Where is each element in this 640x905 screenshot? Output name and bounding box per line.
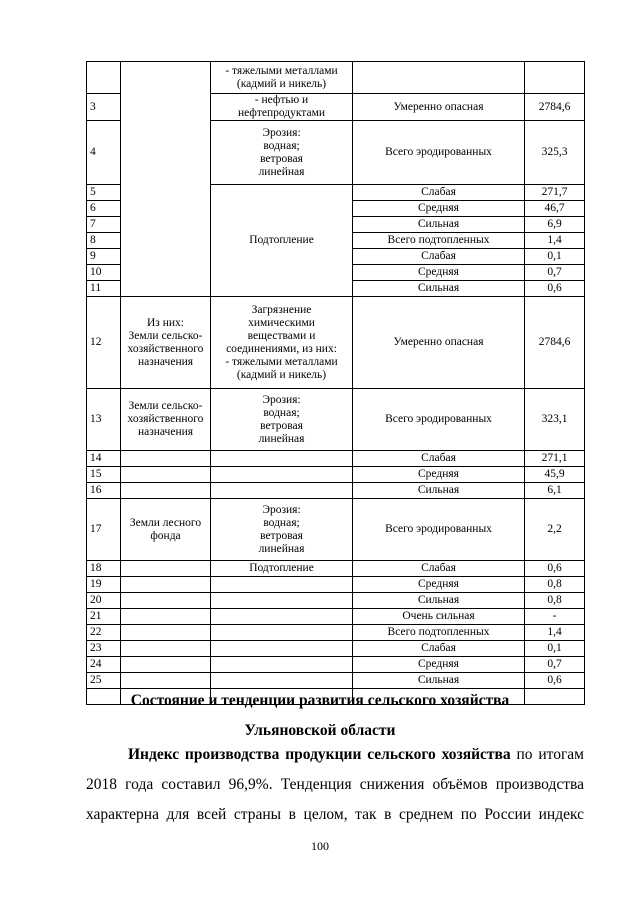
table-row (87, 389, 585, 451)
table-row (87, 499, 585, 561)
degree-cell: Сильная (353, 483, 525, 499)
impact-type-cell (211, 673, 353, 689)
row-number: 12 (87, 297, 121, 389)
degree-cell: Умеренно опасная (353, 297, 525, 389)
degree-cell: Сильная (353, 217, 525, 233)
row-number: 6 (87, 201, 121, 217)
impact-type-cell: - тяжелыми металлами (кадмий и никель) (211, 62, 353, 94)
degree-cell: Средняя (353, 657, 525, 673)
table-row (87, 625, 585, 641)
value-cell: 1,4 (525, 233, 585, 249)
land-category-cell: Земли лесного фонда (121, 499, 211, 561)
table-row (87, 483, 585, 499)
paragraph-line-2: 2018 года составил 96,9%. Тенденция снижения объёмов производства (86, 776, 584, 793)
value-cell: 0,7 (525, 657, 585, 673)
row-number: 9 (87, 249, 121, 265)
impact-type-cell (211, 593, 353, 609)
impact-type-cell: - нефтью и нефтепродуктами (211, 94, 353, 121)
impact-type-cell (211, 483, 353, 499)
section-title-line-1: Состояние и тенденции развития сельского хозяйства (130, 692, 510, 709)
land-category-cell (121, 593, 211, 609)
table-row (87, 641, 585, 657)
degree-cell: Средняя (353, 577, 525, 593)
table-row (87, 609, 585, 625)
degree-cell: Слабая (353, 641, 525, 657)
degree-cell: Всего эродированных (353, 121, 525, 185)
table-row (87, 451, 585, 467)
soil-condition-table (86, 61, 585, 705)
degree-cell: Слабая (353, 185, 525, 201)
value-cell: 6,1 (525, 483, 585, 499)
table-body (87, 62, 585, 705)
value-cell: 323,1 (525, 389, 585, 451)
degree-cell: Слабая (353, 451, 525, 467)
value-cell: 1,4 (525, 625, 585, 641)
row-number: 15 (87, 467, 121, 483)
table-row (87, 561, 585, 577)
value-cell: 0,7 (525, 265, 585, 281)
degree-cell: Средняя (353, 201, 525, 217)
table-row (87, 593, 585, 609)
land-category-cell: Из них: Земли сельско- хозяйственного назначения (121, 297, 211, 389)
impact-type-cell (211, 577, 353, 593)
value-cell: 2784,6 (525, 94, 585, 121)
table-row (87, 657, 585, 673)
value-cell: 2784,6 (525, 297, 585, 389)
impact-type-cell (211, 609, 353, 625)
degree-cell: Всего эродированных (353, 389, 525, 451)
degree-cell (353, 62, 525, 94)
table-row (87, 297, 585, 389)
land-category-cell (121, 609, 211, 625)
value-cell (525, 62, 585, 94)
impact-type-cell: Эрозия: водная; ветровая линейная (211, 121, 353, 185)
value-cell: 2,2 (525, 499, 585, 561)
row-number: 25 (87, 673, 121, 689)
land-category-cell (121, 577, 211, 593)
impact-type-cell: Эрозия: водная; ветровая линейная (211, 389, 353, 451)
row-number: 14 (87, 451, 121, 467)
row-number: 24 (87, 657, 121, 673)
value-cell: 0,8 (525, 577, 585, 593)
land-category-cell (121, 467, 211, 483)
value-cell: 325,3 (525, 121, 585, 185)
value-cell: 0,6 (525, 673, 585, 689)
row-number: 7 (87, 217, 121, 233)
table-row (87, 62, 585, 94)
row-number: 4 (87, 121, 121, 185)
section-title-line-2: Ульяновской области (244, 722, 396, 739)
table-row (87, 467, 585, 483)
degree-cell: Слабая (353, 561, 525, 577)
degree-cell: Очень сильная (353, 609, 525, 625)
value-cell: 271,1 (525, 451, 585, 467)
row-number: 16 (87, 483, 121, 499)
degree-cell: Слабая (353, 249, 525, 265)
land-category-cell (121, 673, 211, 689)
row-number (87, 62, 121, 94)
row-number: 5 (87, 185, 121, 201)
value-cell: 0,6 (525, 561, 585, 577)
value-cell: 0,1 (525, 249, 585, 265)
row-number: 10 (87, 265, 121, 281)
impact-type-cell: Подтопление (211, 561, 353, 577)
value-cell: 271,7 (525, 185, 585, 201)
value-cell: - (525, 609, 585, 625)
impact-type-cell: Загрязнение химическими веществами и соединениями, из них: - тяжелыми металлами (кадмий и никель) (211, 297, 353, 389)
impact-type-cell: Эрозия: водная; ветровая линейная (211, 499, 353, 561)
table-row (87, 577, 585, 593)
land-category-cell (121, 561, 211, 577)
row-number: 8 (87, 233, 121, 249)
row-number: 13 (87, 389, 121, 451)
paragraph-line-1-rest: по итогам (510, 746, 584, 763)
paragraph-line-1 (86, 740, 584, 770)
row-number: 18 (87, 561, 121, 577)
land-category-cell (121, 625, 211, 641)
land-category-cell: Земли сельско- хозяйственного назначения (121, 389, 211, 451)
value-cell: 45,9 (525, 467, 585, 483)
land-category-cell (121, 483, 211, 499)
row-number: 21 (87, 609, 121, 625)
degree-cell: Всего подтопленных (353, 233, 525, 249)
degree-cell: Сильная (353, 281, 525, 297)
value-cell: 0,1 (525, 641, 585, 657)
impact-type-cell (211, 467, 353, 483)
land-category-cell (121, 641, 211, 657)
impact-type-cell: Подтопление (211, 185, 353, 297)
value-cell: 46,7 (525, 201, 585, 217)
row-number: 22 (87, 625, 121, 641)
row-number: 23 (87, 641, 121, 657)
body-paragraph (86, 740, 584, 830)
row-number: 20 (87, 593, 121, 609)
impact-type-cell (211, 657, 353, 673)
value-cell: 0,8 (525, 593, 585, 609)
land-category-cell (121, 451, 211, 467)
paragraph-lead-bold: Индекс производства продукции сельского хозяйства (128, 746, 511, 763)
value-cell: 0,6 (525, 281, 585, 297)
degree-cell: Всего подтопленных (353, 625, 525, 641)
page-number: 100 (311, 839, 329, 853)
row-number: 17 (87, 499, 121, 561)
table-row (87, 673, 585, 689)
impact-type-cell (211, 451, 353, 467)
impact-type-cell (211, 641, 353, 657)
degree-cell: Средняя (353, 467, 525, 483)
degree-cell: Сильная (353, 593, 525, 609)
paragraph-line-3: характерна для всей страны в целом, так в среднем по России индекс (86, 806, 584, 823)
land-category-cell (121, 657, 211, 673)
degree-cell: Средняя (353, 265, 525, 281)
impact-type-cell (211, 625, 353, 641)
degree-cell: Сильная (353, 673, 525, 689)
degree-cell: Умеренно опасная (353, 94, 525, 121)
row-number: 11 (87, 281, 121, 297)
row-number: 3 (87, 94, 121, 121)
land-category-cell (121, 62, 211, 297)
row-number: 19 (87, 577, 121, 593)
degree-cell: Всего эродированных (353, 499, 525, 561)
value-cell: 6,9 (525, 217, 585, 233)
